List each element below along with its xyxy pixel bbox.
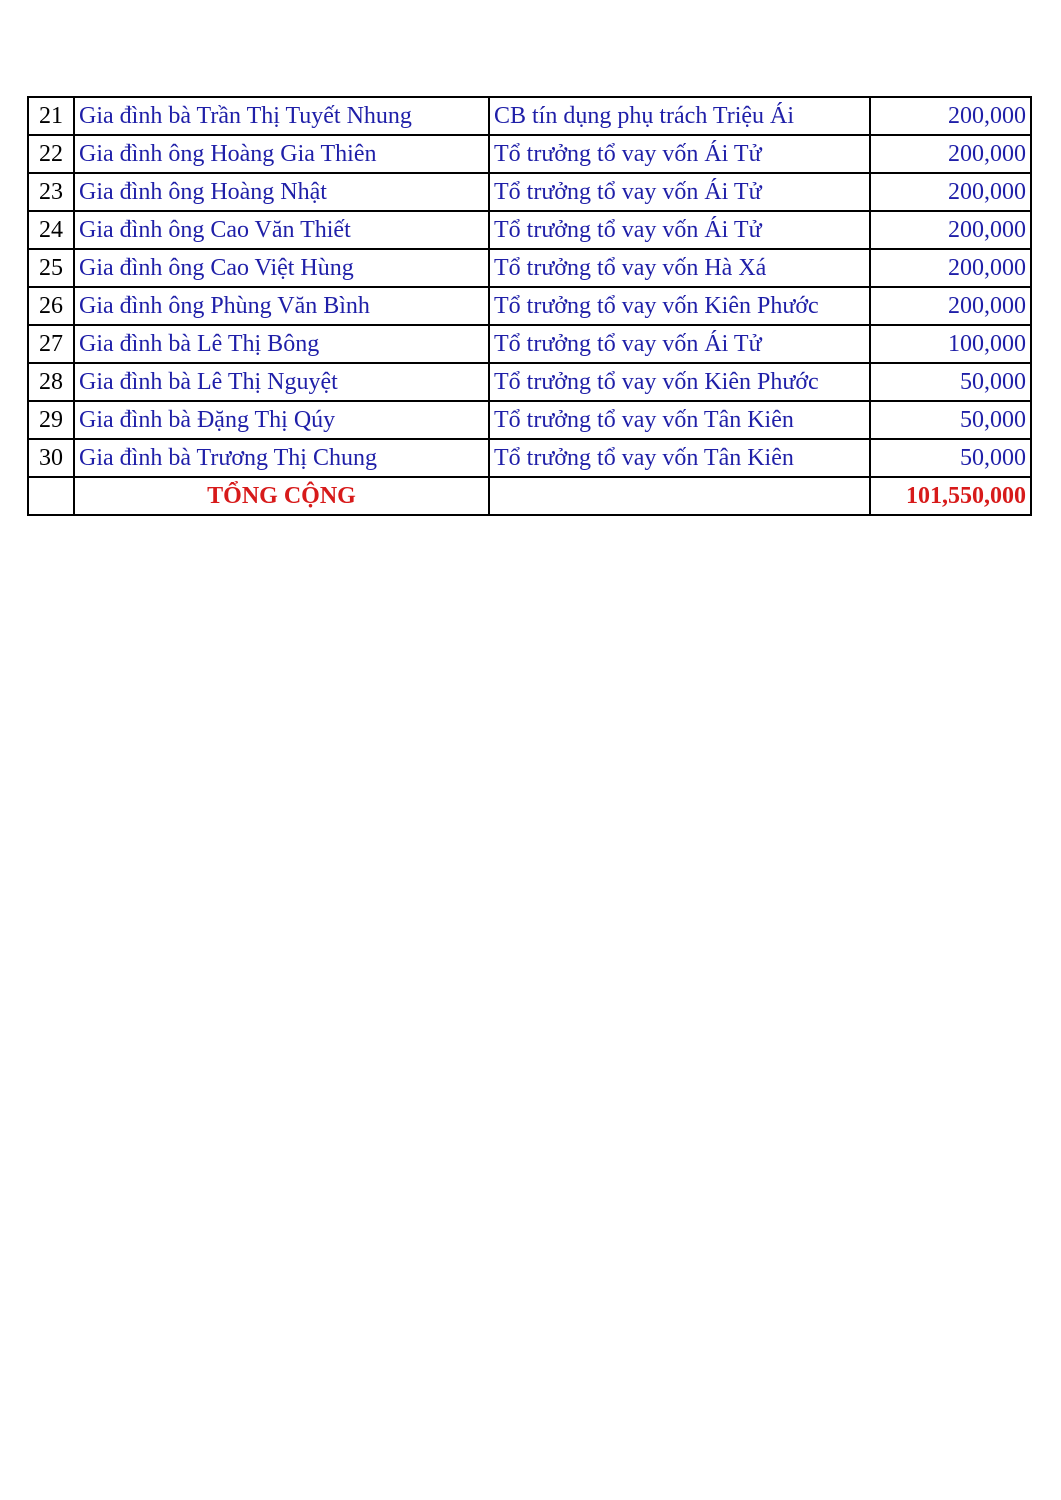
donor-role: Tổ trưởng tổ vay vốn Tân Kiên bbox=[489, 439, 870, 477]
table-row bbox=[28, 211, 1031, 249]
row-number: 28 bbox=[28, 363, 74, 401]
donor-name: Gia đình bà Lê Thị Nguyệt bbox=[74, 363, 489, 401]
contribution-table bbox=[27, 96, 1032, 516]
row-number: 24 bbox=[28, 211, 74, 249]
table-row bbox=[28, 135, 1031, 173]
donor-name: Gia đình bà Trần Thị Tuyết Nhung bbox=[74, 97, 489, 135]
donor-name: Gia đình bà Lê Thị Bông bbox=[74, 325, 489, 363]
total-empty-cell bbox=[28, 477, 74, 515]
donor-name: Gia đình ông Hoàng Gia Thiên bbox=[74, 135, 489, 173]
donation-amount: 200,000 bbox=[870, 287, 1031, 325]
total-amount: 101,550,000 bbox=[870, 477, 1031, 515]
donor-name: Gia đình ông Hoàng Nhật bbox=[74, 173, 489, 211]
donor-role: Tổ trưởng tổ vay vốn Ái Tử bbox=[489, 135, 870, 173]
donor-name: Gia đình ông Phùng Văn Bình bbox=[74, 287, 489, 325]
donation-amount: 100,000 bbox=[870, 325, 1031, 363]
row-number: 26 bbox=[28, 287, 74, 325]
donor-role: Tổ trưởng tổ vay vốn Ái Tử bbox=[489, 325, 870, 363]
row-number: 30 bbox=[28, 439, 74, 477]
total-row bbox=[28, 477, 1031, 515]
donor-role: Tổ trưởng tổ vay vốn Kiên Phước bbox=[489, 363, 870, 401]
table-row bbox=[28, 401, 1031, 439]
table-row bbox=[28, 173, 1031, 211]
row-number: 23 bbox=[28, 173, 74, 211]
donation-amount: 200,000 bbox=[870, 249, 1031, 287]
donation-amount: 200,000 bbox=[870, 135, 1031, 173]
donor-role: Tổ trưởng tổ vay vốn Ái Tử bbox=[489, 211, 870, 249]
total-empty-cell bbox=[489, 477, 870, 515]
row-number: 21 bbox=[28, 97, 74, 135]
table-row bbox=[28, 249, 1031, 287]
table-row bbox=[28, 325, 1031, 363]
donor-role: Tổ trưởng tổ vay vốn Kiên Phước bbox=[489, 287, 870, 325]
donor-name: Gia đình bà Đặng Thị Qúy bbox=[74, 401, 489, 439]
total-label: TỔNG CỘNG bbox=[74, 477, 489, 515]
donation-amount: 200,000 bbox=[870, 173, 1031, 211]
donor-name: Gia đình bà Trương Thị Chung bbox=[74, 439, 489, 477]
donation-amount: 50,000 bbox=[870, 439, 1031, 477]
table-row bbox=[28, 287, 1031, 325]
donation-amount: 200,000 bbox=[870, 211, 1031, 249]
donor-name: Gia đình ông Cao Việt Hùng bbox=[74, 249, 489, 287]
row-number: 27 bbox=[28, 325, 74, 363]
donation-amount: 200,000 bbox=[870, 97, 1031, 135]
row-number: 29 bbox=[28, 401, 74, 439]
donor-role: Tổ trưởng tổ vay vốn Hà Xá bbox=[489, 249, 870, 287]
row-number: 22 bbox=[28, 135, 74, 173]
donor-role: CB tín dụng phụ trách Triệu Ái bbox=[489, 97, 870, 135]
donation-amount: 50,000 bbox=[870, 363, 1031, 401]
donor-name: Gia đình ông Cao Văn Thiết bbox=[74, 211, 489, 249]
donation-amount: 50,000 bbox=[870, 401, 1031, 439]
donor-role: Tổ trưởng tổ vay vốn Tân Kiên bbox=[489, 401, 870, 439]
table-row bbox=[28, 97, 1031, 135]
table-row bbox=[28, 439, 1031, 477]
donor-role: Tổ trưởng tổ vay vốn Ái Tử bbox=[489, 173, 870, 211]
row-number: 25 bbox=[28, 249, 74, 287]
table-row bbox=[28, 363, 1031, 401]
